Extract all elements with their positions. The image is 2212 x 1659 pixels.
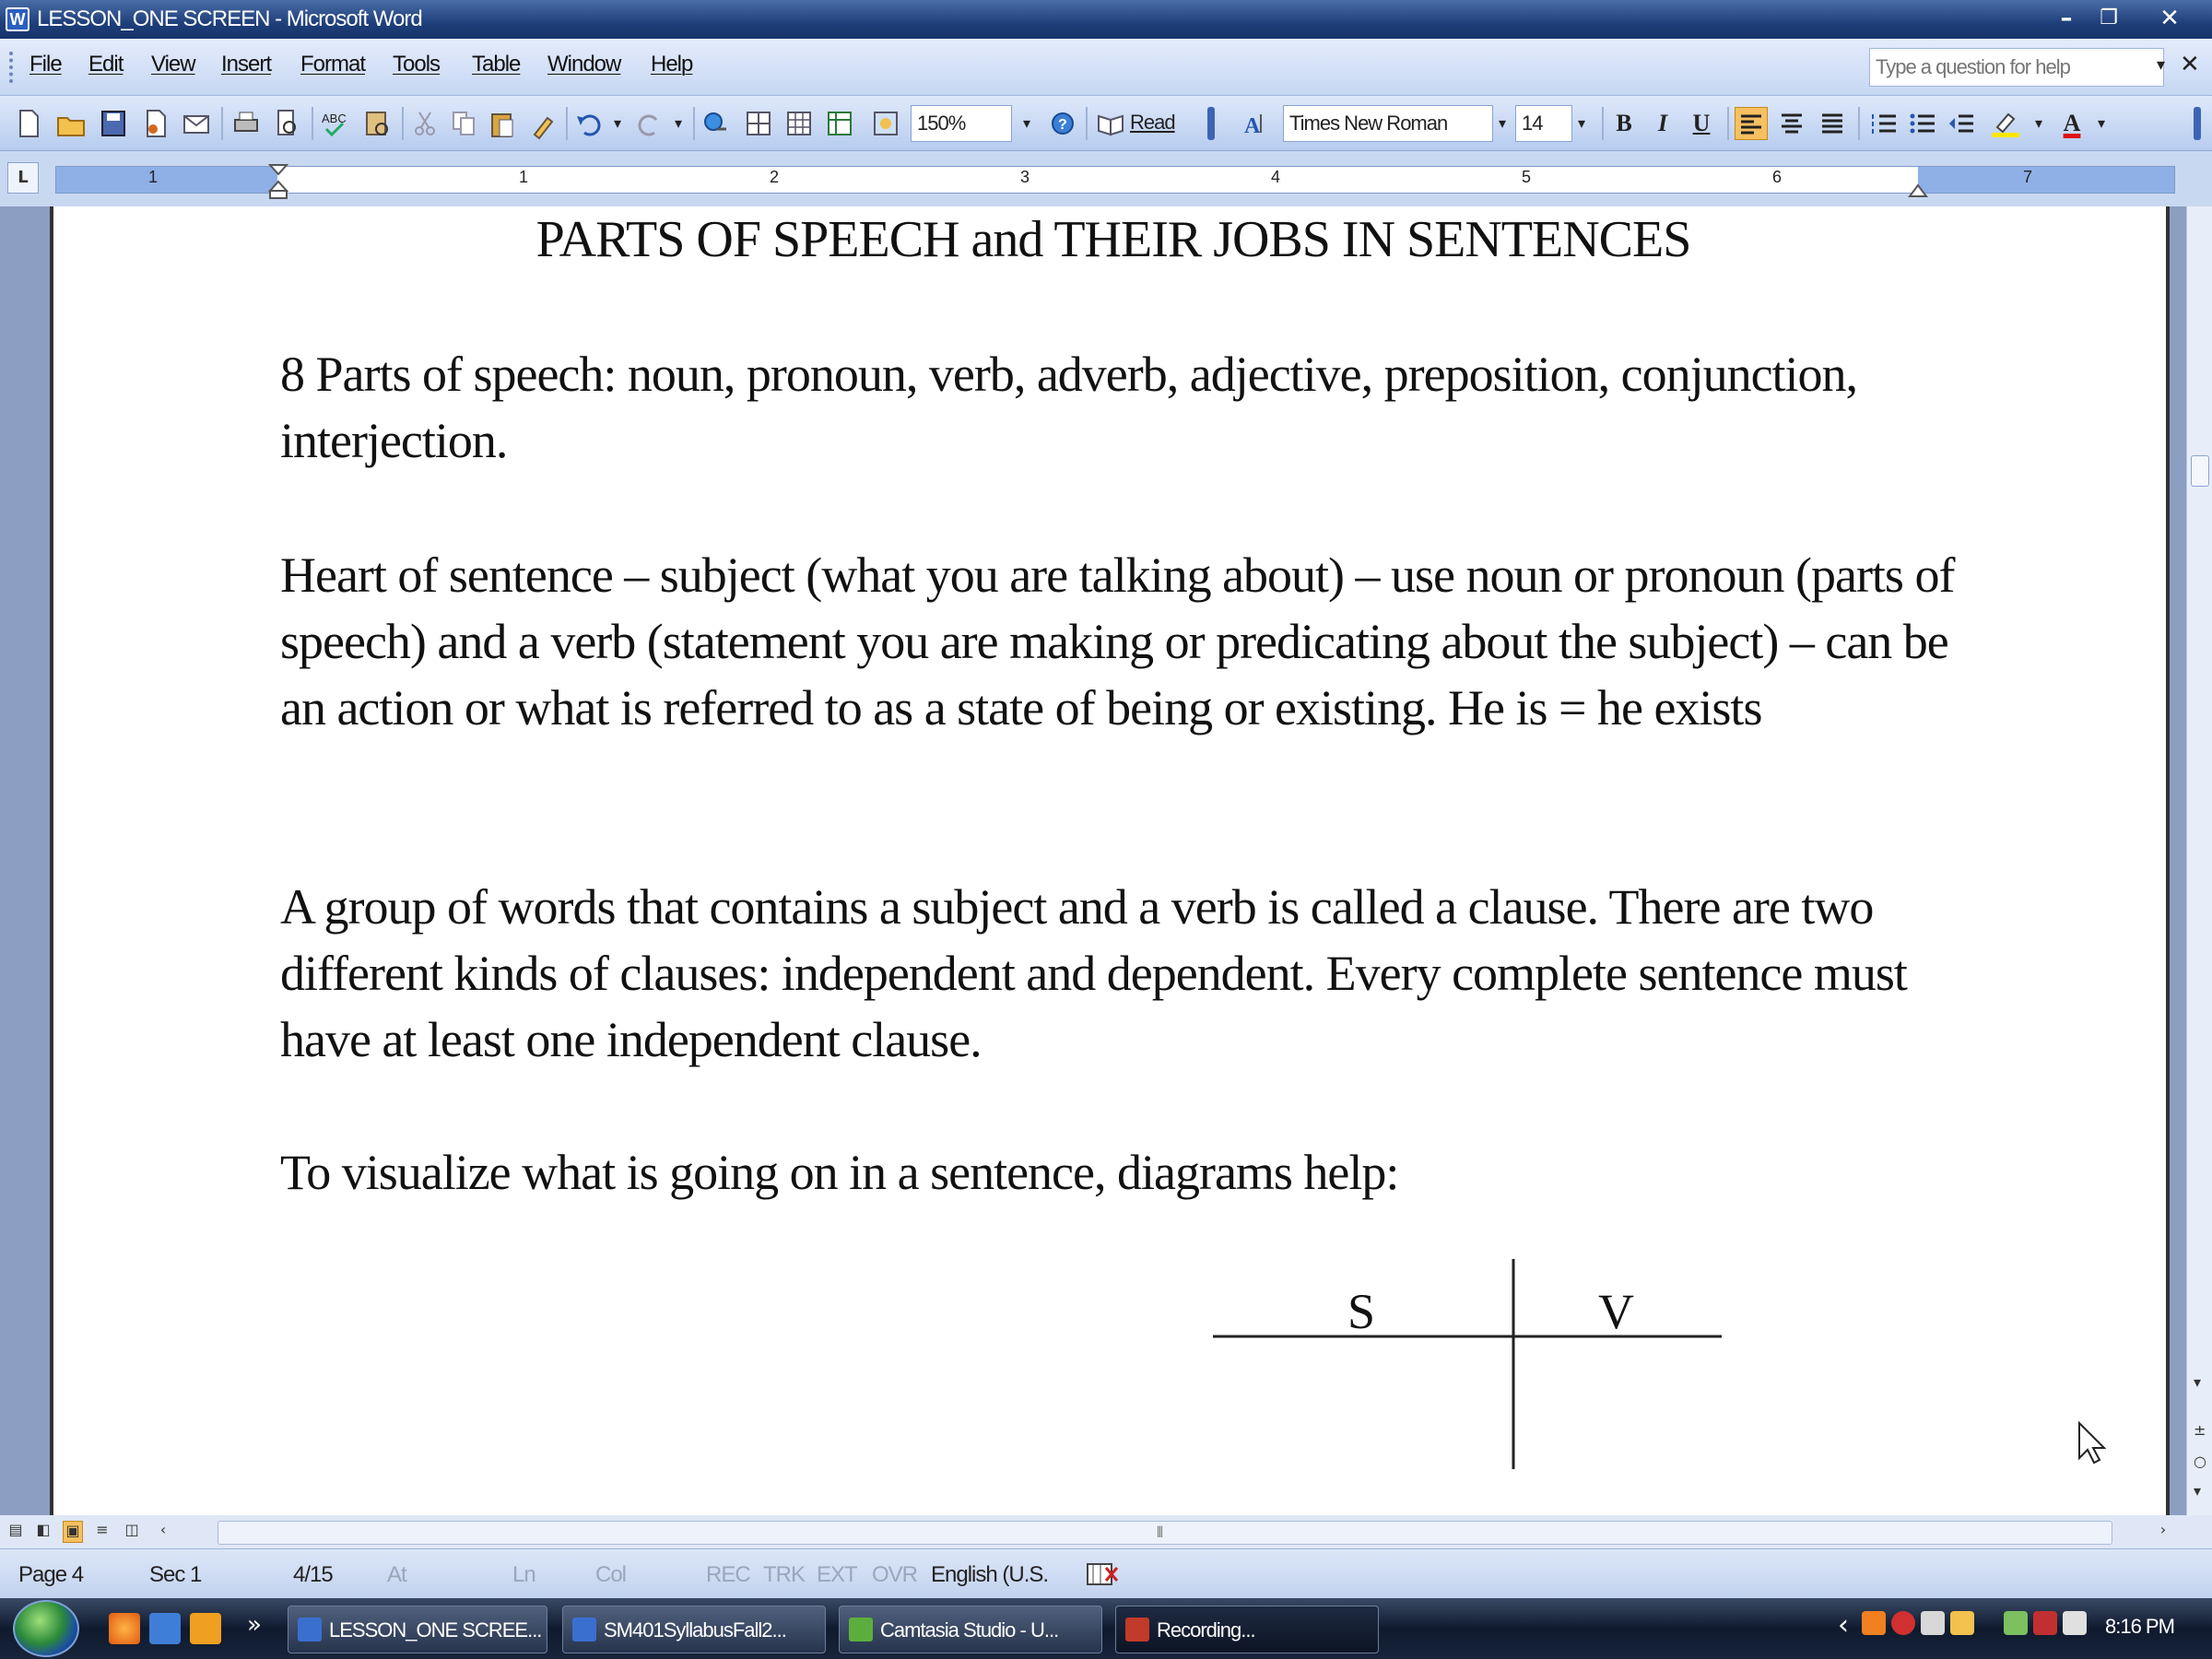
- horizontal-scroll-grip[interactable]: ⦀: [1157, 1524, 1164, 1541]
- status-page[interactable]: Page 4: [18, 1562, 84, 1587]
- insert-excel-icon[interactable]: [824, 107, 855, 140]
- toolbar-separator: [693, 107, 695, 140]
- previous-page-icon[interactable]: ±: [2194, 1421, 2206, 1439]
- print-layout-icon[interactable]: ▣: [63, 1521, 83, 1543]
- print-preview-icon[interactable]: [271, 107, 302, 140]
- toolbar-separator: [1858, 107, 1860, 140]
- document-heading: PARTS OF SPEECH and THEIR JOBS IN SENTENCES: [535, 211, 1691, 268]
- tray-app-icon[interactable]: [1862, 1611, 1886, 1635]
- menu-window[interactable]: Window: [547, 52, 621, 76]
- ruler-number: 6: [1772, 168, 1783, 186]
- font-name-box[interactable]: [1283, 105, 1493, 142]
- svg-text:ABC: ABC: [322, 112, 347, 125]
- task-recording[interactable]: [1115, 1606, 1379, 1653]
- select-browse-object-icon[interactable]: ○: [2194, 1453, 2206, 1470]
- spelling-icon[interactable]: [319, 107, 350, 140]
- help-dropdown-arrow-icon[interactable]: ▾: [2157, 55, 2166, 75]
- help-search-box[interactable]: [1869, 48, 2164, 87]
- task-label: LESSON_ONE SCREE...: [329, 1618, 542, 1641]
- taskbar-clock[interactable]: 8:16 PM: [2105, 1615, 2174, 1638]
- taskbar: [0, 1598, 2212, 1659]
- zoom-value: 150%: [917, 112, 966, 135]
- tray-power-icon[interactable]: [1950, 1611, 1974, 1635]
- tray-expand-arrow[interactable]: ‹: [1838, 1609, 1849, 1641]
- numbered-list-icon: [1868, 107, 1900, 138]
- scroll-right-arrow-icon[interactable]: ›: [2159, 1521, 2167, 1538]
- paragraph-diagrams: To visualize what is going on in a sentence, diagrams help:: [280, 1145, 1399, 1200]
- web-layout-icon[interactable]: ◧: [36, 1521, 51, 1538]
- research-icon[interactable]: [361, 107, 393, 140]
- maximize-button[interactable]: ❐: [2100, 6, 2118, 29]
- toolbar-separator: [1086, 107, 1088, 140]
- font-color-dropdown-icon[interactable]: ▾: [2098, 114, 2106, 132]
- task-label: Recording...: [1157, 1618, 1255, 1641]
- scroll-down-arrow-icon[interactable]: ▾: [2194, 1373, 2202, 1391]
- svg-text:?: ?: [1058, 117, 1067, 133]
- font-name-value: Times New Roman: [1289, 112, 1448, 135]
- document-close-button[interactable]: ✕: [2180, 51, 2200, 78]
- toolbar-separator: [1727, 107, 1729, 140]
- tray-battery-icon[interactable]: [2004, 1611, 2028, 1635]
- zoom-dropdown-icon[interactable]: ▾: [1023, 114, 1031, 132]
- start-button[interactable]: [13, 1600, 79, 1657]
- diagram-lines: [1211, 1250, 1727, 1471]
- font-size-box[interactable]: [1515, 105, 1572, 142]
- cut-icon[interactable]: [409, 107, 441, 140]
- status-ext[interactable]: EXT: [817, 1562, 857, 1587]
- document-area: [0, 206, 2186, 1515]
- task-camtasia-studio[interactable]: [839, 1606, 1102, 1653]
- minimize-button[interactable]: –: [2060, 5, 2073, 32]
- normal-view-icon[interactable]: ▤: [8, 1521, 23, 1538]
- font-color-button[interactable]: A: [2063, 110, 2081, 136]
- format-painter-icon[interactable]: [527, 107, 559, 140]
- underline-button[interactable]: U: [1692, 110, 1711, 136]
- word-icon: [572, 1618, 596, 1641]
- ruler-area: [0, 151, 2212, 206]
- insert-table-icon[interactable]: [783, 107, 815, 140]
- paragraph-parts-of-speech: 8 Parts of speech: noun, pronoun, verb, adverb, adjective, preposition, conjunction, interjection.: [280, 347, 1858, 468]
- menu-insert[interactable]: Insert: [221, 52, 272, 76]
- ruler-number: 7: [2023, 168, 2033, 186]
- justify-icon: [1817, 107, 1848, 138]
- paragraph-heart-of-sentence: Heart of sentence – subject (what you are talking about) – use noun or pronoun (parts of speech) and a verb (statement you are making or predicating about the subject) – can be an action or what is referred to as a state of being or existing. He is = he exists: [280, 547, 1955, 735]
- sentence-diagram: [1211, 1250, 1727, 1471]
- email-icon[interactable]: [181, 107, 212, 140]
- ruler-number: 1: [148, 168, 159, 186]
- horizontal-scrollbar[interactable]: [218, 1521, 2112, 1545]
- ruler-number: 5: [1522, 168, 1532, 186]
- font-size-value: 14: [1522, 112, 1543, 135]
- mouse-cursor-icon: [2076, 1421, 2107, 1465]
- align-center-button[interactable]: [1775, 107, 1808, 140]
- horizontal-ruler[interactable]: [55, 166, 2175, 194]
- outline-view-icon[interactable]: ≡: [96, 1521, 109, 1538]
- menu-bar: [0, 39, 2212, 96]
- show-desktop-icon[interactable]: [149, 1613, 181, 1644]
- drawing-icon[interactable]: [870, 107, 901, 140]
- status-ovr[interactable]: OVR: [872, 1562, 918, 1587]
- copy-icon[interactable]: [448, 107, 479, 140]
- status-page-count[interactable]: 4/15: [293, 1562, 333, 1587]
- toolbar-separator: [1602, 107, 1604, 140]
- help-icon[interactable]: [1047, 107, 1078, 140]
- menu-table[interactable]: Table: [472, 52, 521, 76]
- word-app-icon[interactable]: W: [6, 7, 29, 31]
- toolbar-grip[interactable]: [1207, 107, 1215, 140]
- font-name-dropdown-icon[interactable]: ▾: [1499, 114, 1507, 132]
- vertical-scrollbar[interactable]: [2186, 206, 2212, 1515]
- tray-security-icon[interactable]: [1891, 1611, 1915, 1635]
- media-player-icon[interactable]: [190, 1613, 221, 1644]
- highlight-dropdown-icon[interactable]: ▾: [2035, 114, 2043, 132]
- right-indent-marker[interactable]: [1907, 172, 1929, 200]
- save-icon[interactable]: [98, 107, 129, 140]
- open-folder-icon[interactable]: [55, 107, 87, 140]
- status-section[interactable]: Sec 1: [149, 1562, 202, 1587]
- justify-button[interactable]: [1816, 107, 1849, 140]
- highlight-button[interactable]: [1989, 107, 2022, 140]
- recording-icon: [1125, 1618, 1149, 1641]
- document-page[interactable]: [50, 206, 2170, 1515]
- align-center-icon: [1776, 107, 1807, 138]
- reading-layout-icon[interactable]: ◫: [124, 1521, 139, 1538]
- read-button[interactable]: Read: [1130, 111, 1175, 134]
- menu-format[interactable]: Format: [300, 52, 366, 76]
- paragraph-clauses: A group of words that contains a subject and a verb is called a clause. There are two different kinds of clauses: independent and dependent. Every complete sentence must have at least one independent clause.: [280, 879, 1907, 1067]
- tab-selector[interactable]: L: [7, 162, 39, 194]
- next-page-icon[interactable]: ▾: [2194, 1482, 2202, 1500]
- ruler-number: 3: [1020, 168, 1030, 186]
- print-icon[interactable]: [230, 107, 262, 140]
- title-bar: [0, 0, 2212, 39]
- menu-view[interactable]: View: [151, 52, 195, 76]
- status-bar: [0, 1548, 2212, 1598]
- close-button[interactable]: ✕: [2159, 5, 2180, 32]
- diagram-subject-label: S: [1347, 1284, 1376, 1339]
- decrease-indent-button[interactable]: [1945, 107, 1978, 140]
- firefox-icon[interactable]: [109, 1613, 140, 1644]
- vertical-scroll-thumb[interactable]: [2191, 455, 2209, 487]
- font-size-dropdown-icon[interactable]: ▾: [1578, 114, 1586, 132]
- tray-network-icon[interactable]: [1921, 1611, 1945, 1635]
- new-document-icon[interactable]: [13, 107, 44, 140]
- window-title: LESSON_ONE SCREEN - Microsoft Word: [37, 6, 422, 31]
- menu-file[interactable]: File: [29, 52, 62, 76]
- zoom-box[interactable]: [911, 105, 1012, 142]
- redo-icon[interactable]: [634, 107, 665, 140]
- ruler-number: 1: [519, 168, 529, 186]
- word-icon: [298, 1618, 322, 1641]
- spelling-status-icon[interactable]: [1084, 1560, 1121, 1588]
- menu-edit[interactable]: Edit: [88, 52, 124, 76]
- styles-icon[interactable]: [1241, 107, 1272, 140]
- task-label: SM401SyllabusFall2...: [604, 1618, 786, 1641]
- help-search-input[interactable]: [1870, 49, 2166, 86]
- task-label: Camtasia Studio - U...: [880, 1618, 1059, 1641]
- status-language[interactable]: English (U.S.: [931, 1562, 1049, 1587]
- highlight-icon: [1990, 107, 2021, 138]
- undo-dropdown-icon[interactable]: ▾: [614, 114, 622, 132]
- toolbar-separator: [402, 107, 404, 140]
- bullet-list-icon: [1907, 107, 1938, 138]
- toolbar-separator: [221, 107, 223, 140]
- tables-borders-icon[interactable]: [743, 107, 774, 140]
- undo-icon[interactable]: [573, 107, 605, 140]
- status-line[interactable]: Ln: [512, 1562, 535, 1587]
- numbering-button[interactable]: [1867, 107, 1900, 140]
- ruler-number: 4: [1271, 168, 1281, 186]
- status-rec[interactable]: REC: [706, 1562, 750, 1587]
- horizontal-scroll-row: [0, 1515, 2212, 1548]
- bullets-button[interactable]: [1906, 107, 1939, 140]
- toolbar-separator: [312, 107, 313, 140]
- diagram-verb-label: V: [1598, 1284, 1634, 1339]
- menu-grip[interactable]: [9, 52, 13, 83]
- quick-launch-overflow[interactable]: »: [247, 1611, 262, 1639]
- svg-text:A: A: [1244, 114, 1261, 138]
- permission-icon[interactable]: [140, 107, 171, 140]
- tray-record-icon[interactable]: [2033, 1611, 2057, 1635]
- toolbar: [0, 96, 2212, 151]
- align-left-icon: [1735, 108, 1767, 139]
- task-lesson-one-screen[interactable]: [288, 1606, 547, 1653]
- status-column[interactable]: Col: [595, 1562, 627, 1587]
- redo-dropdown-icon[interactable]: ▾: [675, 114, 683, 132]
- scroll-left-arrow-icon[interactable]: ‹: [159, 1521, 167, 1538]
- read-icon[interactable]: [1095, 107, 1126, 140]
- first-line-indent-marker[interactable]: [266, 163, 290, 200]
- menu-help[interactable]: Help: [651, 52, 693, 76]
- status-at[interactable]: At: [387, 1562, 406, 1587]
- task-syllabus[interactable]: [562, 1606, 826, 1653]
- italic-button[interactable]: I: [1657, 110, 1668, 136]
- decrease-indent-icon: [1946, 107, 1977, 138]
- tray-volume-icon[interactable]: [2063, 1611, 2087, 1635]
- status-trk[interactable]: TRK: [763, 1562, 805, 1587]
- toolbar-grip[interactable]: [2194, 107, 2201, 140]
- hyperlink-icon[interactable]: [700, 107, 732, 140]
- align-left-button[interactable]: [1735, 107, 1768, 140]
- bold-button[interactable]: B: [1616, 110, 1632, 136]
- paste-icon[interactable]: [487, 107, 518, 140]
- menu-tools[interactable]: Tools: [393, 52, 441, 76]
- camtasia-icon: [849, 1618, 873, 1641]
- ruler-number: 2: [770, 168, 780, 186]
- toolbar-separator: [566, 107, 568, 140]
